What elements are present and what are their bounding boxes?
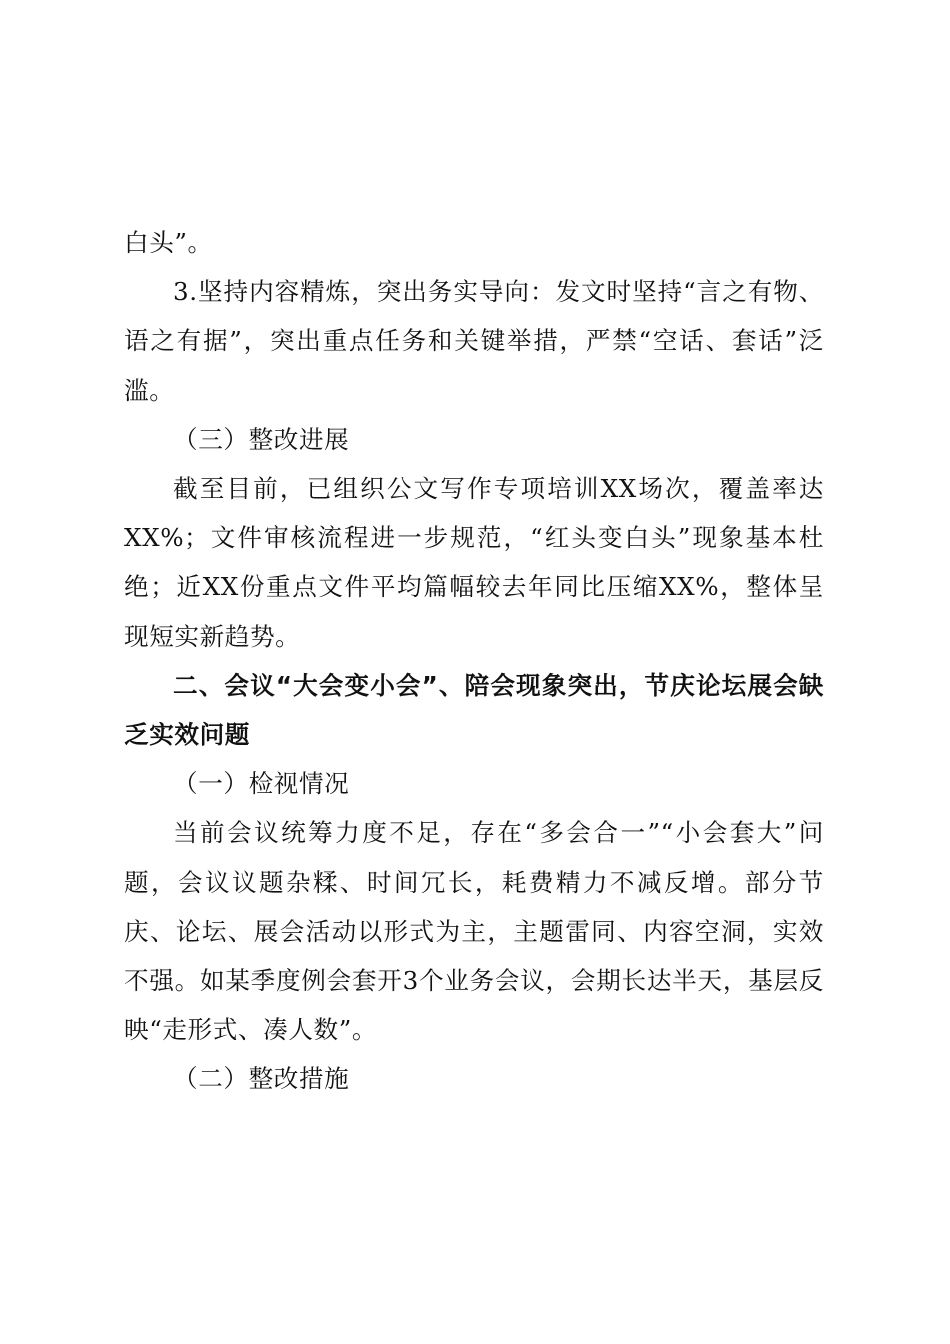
- section-heading-2: 二、会议“大会变小会”、陪会现象突出，节庆论坛展会缺乏实效问题: [124, 670, 824, 750]
- paragraph-inspection: 当前会议统筹力度不足，存在“多会合一”“小会套大”问题，会议议题杂糅、时间冗长，耗费精力不减反增。部分节庆、论坛、展会活动以形式为主，主题雷同、内容空洞，实效不强。如某季度例会套开3个业务会议，会期长达半天，基层反映“走形式、凑人数”。: [124, 818, 824, 1045]
- subheading-progress: （三）整改进展: [173, 424, 350, 454]
- paragraph-progress: 截至目前，已组织公文写作专项培训XX场次，覆盖率达XX%；文件审核流程进一步规范，“红头变白头”现象基本杜绝；近XX份重点文件平均篇幅较去年同比压缩XX%，整体呈现短实新趋势。: [124, 474, 824, 651]
- document-body: [124, 218, 824, 1104]
- subheading-inspection: （一）检视情况: [173, 769, 350, 799]
- subheading-measures: （二）整改措施: [173, 1064, 350, 1094]
- paragraph-continuation: 白头”。: [124, 228, 213, 257]
- paragraph-item-3: 3.坚持内容精炼，突出务实导向：发文时坚持“言之有物、语之有据”，突出重点任务和关键举措，严禁“空话、套话”泛滥。: [124, 277, 824, 405]
